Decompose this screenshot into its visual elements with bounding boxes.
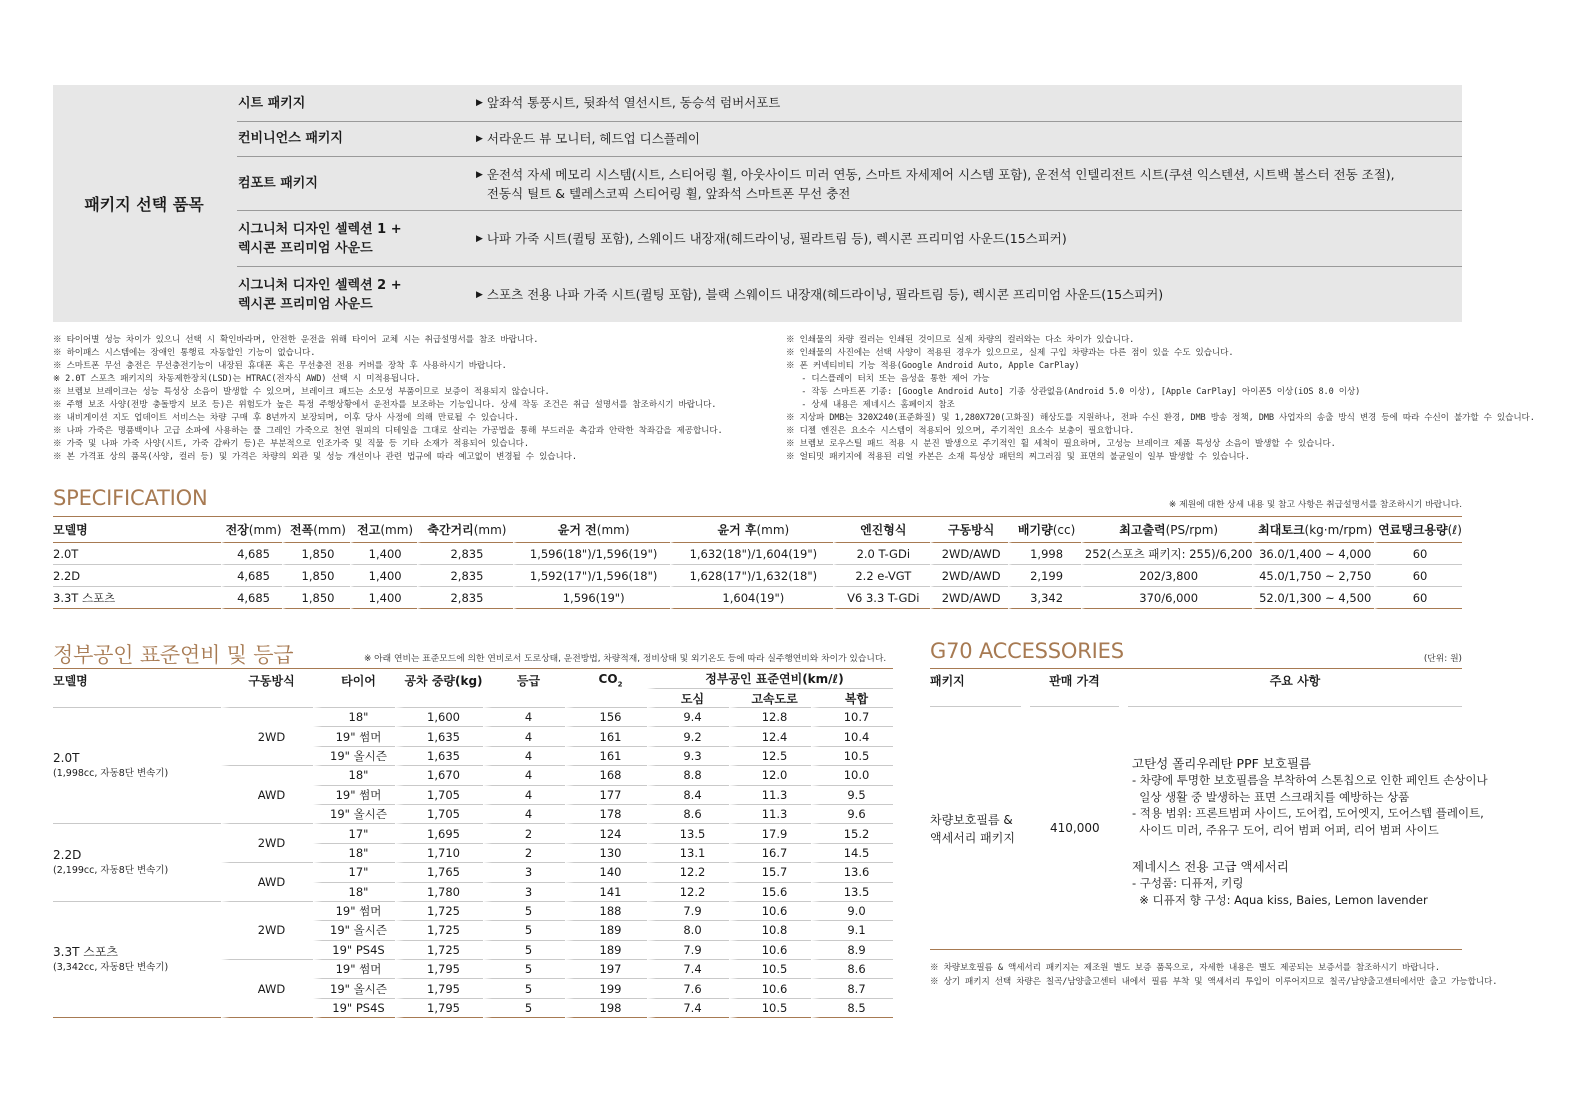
spec-header-cell [1081, 517, 1253, 543]
fuel-cell: 18" [313, 708, 395, 727]
fuel-model-cell [53, 824, 221, 902]
spec-header-cell [350, 517, 417, 543]
spec-header-unit: (PS/rpm) [1165, 523, 1219, 537]
fuel-cell: 5 [483, 902, 565, 921]
fuel-cell: 168 [565, 766, 647, 785]
spec-header-unit: (cc) [1052, 523, 1076, 537]
fuel-cell: 19" 올시즌 [313, 805, 395, 824]
fuel-drive-cell: 2WD [221, 824, 313, 863]
fuel-header-tire: 타이어 [313, 669, 395, 708]
spec-table [53, 517, 1462, 609]
fuel-cell: 1,780 [395, 883, 483, 902]
fuel-cell: 7.4 [647, 999, 729, 1018]
accessories-notes: ※ 차량보호필름 & 액세서리 패키지는 제조원 별도 보증 품목으로, 자세한 내용은 별도 제공되는 보증서를 참조하시기 바랍니다. ※ 상기 패키지 선택 차량은 칠곡/남양출고센터 내에서 필름 부착 및 액세서리 투입이 이루어지므로 칠곡/남양출고센터에서만 출고 가능합니다. [930, 963, 1498, 987]
spec-header-label: 최고출력 [1119, 523, 1166, 537]
spec-header-label: 전폭 [290, 523, 314, 537]
spec-cell: 1,400 [350, 587, 417, 609]
fuel-cell: 9.1 [811, 921, 893, 940]
fuel-cell: 10.6 [729, 902, 811, 921]
package-name: 컴포트 패키지 [238, 176, 318, 191]
fuel-cell: 13.5 [811, 883, 893, 902]
acc-package-name: 차량보호필름 & 액세서리 패키지 [930, 813, 1015, 845]
fuel-header-row-1 [53, 669, 893, 689]
fuel-cell: 4 [483, 786, 565, 805]
fuel-cell: 197 [565, 960, 647, 979]
package-desc-text: 운전석 자세 메모리 시스템(시트, 스티어링 휠, 아웃사이드 미러 연동, 스마트 자세제어 시스템 포함), 운전석 인텔리전트 시트(쿠션 익스텐션, 시트백 볼스터 전동 조절), 전동식 틸트 & 텔레스코픽 스티어링 휠, 앞좌석 스마트폰 무선 충전 [486, 166, 1395, 201]
fuel-row [53, 708, 893, 727]
package-name: 시그니처 디자인 셀렉션 2 + 렉시콘 프리미엄 사운드 [238, 277, 402, 312]
package-desc-text: 앞좌석 통풍시트, 뒷좌석 열선시트, 동승석 럼버서포트 [486, 95, 781, 110]
spec-header-cell [1374, 517, 1462, 543]
spec-cell: 1,850 [282, 543, 349, 565]
fuel-cell: 12.5 [729, 747, 811, 766]
fuel-cell: 140 [565, 863, 647, 882]
package-name: 시그니처 디자인 셀렉션 1 + 렉시콘 프리미엄 사운드 [238, 221, 402, 256]
package-desc [476, 229, 1067, 249]
triangle-bullet-icon: ▶ [476, 289, 483, 300]
fuel-cell: 8.5 [811, 999, 893, 1018]
fuel-cell: 161 [565, 747, 647, 766]
spec-header-row [53, 517, 1462, 543]
fuel-cell: 9.3 [647, 747, 729, 766]
spec-cell: 1,632(18")/1,604(19") [670, 543, 832, 565]
spec-cell: 1,628(17")/1,632(18") [670, 565, 832, 587]
spec-cell: 1,998 [1008, 543, 1081, 565]
fuel-cell: 19" PS4S [313, 941, 395, 960]
fuel-model-name: 2.2D [53, 847, 82, 862]
spec-cell: 1,400 [350, 565, 417, 587]
spec-cell: 3.3T 스포츠 [53, 587, 221, 609]
fuel-cell: 9.5 [811, 786, 893, 805]
spec-cell: 2WD/AWD [930, 543, 1008, 565]
spec-cell: 2,835 [417, 543, 513, 565]
fuel-row [53, 824, 893, 843]
spec-cell: 1,850 [282, 587, 349, 609]
fuel-cell: 10.5 [729, 999, 811, 1018]
fuel-cell: 5 [483, 941, 565, 960]
spec-cell: 2WD/AWD [930, 587, 1008, 609]
package-row-signature-1 [237, 211, 1462, 267]
spec-header-unit: (mm) [380, 523, 414, 537]
spec-cell: 4,685 [221, 587, 283, 609]
triangle-bullet-icon: ▶ [476, 98, 483, 108]
fuel-drive-cell: 2WD [221, 708, 313, 766]
fuel-cell: 1,725 [395, 921, 483, 940]
fuel-cell: 12.8 [729, 708, 811, 727]
accessories-table [930, 668, 1488, 950]
fuel-cell: 10.5 [729, 960, 811, 979]
fuel-cell: 189 [565, 921, 647, 940]
fuel-cell: 12.0 [729, 766, 811, 785]
fuel-cell: 4 [483, 766, 565, 785]
spec-cell: 52.0/1,300 ~ 4,500 [1252, 587, 1374, 609]
fuel-cell: 156 [565, 708, 647, 727]
fuel-cell: 1,725 [395, 902, 483, 921]
fuel-cell: 18" [313, 883, 395, 902]
fuel-cell: 10.6 [729, 979, 811, 998]
package-row-comfort [237, 157, 1462, 211]
fuel-cell: 10.5 [811, 747, 893, 766]
spec-header-cell [930, 517, 1008, 543]
spec-header-cell [670, 517, 832, 543]
fuel-drive-cell: 2WD [221, 902, 313, 960]
fuel-cell: 19" 썸머 [313, 902, 395, 921]
spec-cell: 60 [1374, 565, 1462, 587]
spec-header-label: 축간거리 [427, 523, 474, 537]
fuel-model-spec: (1,998cc, 자동8단 변속기) [53, 767, 169, 779]
fuel-cell: 11.3 [729, 786, 811, 805]
fuel-cell: 7.9 [647, 902, 729, 921]
spec-title: SPECIFICATION [53, 486, 208, 510]
fuel-cell: 17" [313, 824, 395, 843]
fuel-cell: 12.4 [729, 727, 811, 746]
fuel-cell: 17" [313, 863, 395, 882]
fuel-cell: 18" [313, 766, 395, 785]
fuel-cell: 13.5 [647, 824, 729, 843]
fuel-cell: 9.6 [811, 805, 893, 824]
spec-header-unit: (mm) [756, 523, 790, 537]
spec-cell: 2.2 e-VGT [833, 565, 931, 587]
package-row-signature-2 [237, 267, 1462, 322]
spec-header-cell [1008, 517, 1081, 543]
spec-header-unit: (kg·m/rpm) [1304, 523, 1373, 537]
acc-item2-lines: - 구성품: 디퓨저, 키링 ※ 디퓨저 향 구성: Aqua kiss, Baies, Lemon lavender [1132, 876, 1428, 907]
spec-cell: 1,604(19") [670, 587, 832, 609]
fuel-model-name: 2.0T [53, 750, 80, 765]
package-row-seat [237, 85, 1462, 122]
fuel-cell: 141 [565, 883, 647, 902]
spec-cell: V6 3.3 T-GDi [833, 587, 931, 609]
fuel-cell: 1,765 [395, 863, 483, 882]
spec-row [53, 587, 1462, 609]
fuel-cell: 7.9 [647, 941, 729, 960]
acc-header-package: 패키지 [930, 672, 1021, 707]
fuel-cell: 1,725 [395, 941, 483, 960]
fuel-cell: 8.9 [811, 941, 893, 960]
fuel-header-weight: 공차 중량(kg) [395, 669, 483, 708]
package-desc [476, 93, 780, 113]
acc-header-details: 주요 사항 [1128, 672, 1462, 707]
fuel-cell: 10.8 [729, 921, 811, 940]
fuel-cell: 11.3 [729, 805, 811, 824]
acc-item1-title: 고탄성 폴리우레탄 PPF 보호필름 [1132, 756, 1312, 771]
fuel-cell: 2 [483, 824, 565, 843]
spec-header-label: 전고 [357, 523, 381, 537]
fuel-cell: 188 [565, 902, 647, 921]
acc-header-gap [1119, 672, 1128, 706]
spec-header-label: 구동방식 [947, 523, 995, 537]
fuel-cell: 7.6 [647, 979, 729, 998]
fuel-model-spec: (3,342cc, 자동8단 변속기) [53, 961, 169, 973]
fuel-model-spec: (2,199cc, 자동8단 변속기) [53, 864, 169, 876]
fuel-cell: 7.4 [647, 960, 729, 979]
spec-table-wrap [53, 516, 1462, 609]
fuel-cell: 9.0 [811, 902, 893, 921]
package-desc [476, 129, 700, 149]
accessories-title: G70 ACCESSORIES [930, 639, 1124, 663]
spec-cell: 60 [1374, 587, 1462, 609]
notes-right: ※ 인쇄물의 차량 컬러는 인쇄된 것이므로 실제 차량의 컬러와는 다소 차이가 있습니다. ※ 인쇄물의 사진에는 선택 사양이 적용된 경우가 있으므로, 실제 구입 차량과는 다른 점이 있을 수도 있습니다. ※ 폰 커넥티비티 기능 적용(Google Android Auto, Apple CarPlay) - 디스플레이 터치 또는 음성을 통한 제어 가능 - 작동 스마트폰 기종: [Google Android Auto] 기종 상관없음(Android 5.0 이상), [Apple CarPlay] 아이폰5 이상(iOS 8.0 이상) - 상세 내용은 제네시스 홈페이지 참조 ※ 지상파 DMB는 320X240(표준화질) 및 1,280X720(고화질) 해상도를 지원하나, 전파 수신 환경, DMB 방송 정책, DMB 사업자의 송출 방식 변경 등에 따라 수신이 불가할 수 있습니다. ※ 디젤 엔진은 요소수 시스템이 적용되어 있으며, 주기적인 요소수 보충이 필요합니다. ※ 브렘보 로우스틸 패드 적용 시 분진 발생으로 주기적인 휠 세척이 필요하며, 고성능 브레이크 제품 특성상 소음이 발생할 수 있습니다. ※ 얼티밋 패키지에 적용된 리얼 카본은 소재 특성상 패턴의 찌그러짐 및 표면의 불균일이 일부 발생할 수 있습니다. [786, 335, 1535, 462]
fuel-cell: 3 [483, 863, 565, 882]
acc-price: 410,000 [1050, 821, 1100, 835]
package-options-box [53, 85, 1462, 322]
spec-cell: 1,850 [282, 565, 349, 587]
fuel-cell: 4 [483, 747, 565, 766]
spec-cell: 370/6,000 [1081, 587, 1253, 609]
co2-label: CO [598, 672, 618, 686]
fuel-cell: 14.5 [811, 844, 893, 863]
spec-cell: 4,685 [221, 565, 283, 587]
fuel-model-name: 3.3T 스포츠 [53, 944, 119, 959]
fuel-cell: 9.4 [647, 708, 729, 727]
spec-header-unit: (mm) [596, 523, 630, 537]
fuel-body [53, 708, 893, 1018]
accessories-unit: (단위: 원) [1423, 654, 1462, 664]
fuel-cell: 19" 올시즌 [313, 747, 395, 766]
acc-item1-lines: - 차량에 투명한 보호필름을 부착하여 스톤칩으로 인한 페인트 손상이나 일상 생활 중 발생하는 표면 스크래치를 예방하는 상품 - 적용 범위: 프론트범퍼 사이드, 도어컵, 도어엣지, 도어스텝 플레이트, 사이드 미러, 주유구 도어, 리어 범퍼 어퍼, 리어 범퍼 사이드 [1132, 773, 1488, 837]
spec-header-cell [221, 517, 283, 543]
fuel-drive-cell: AWD [221, 863, 313, 902]
accessories-body [930, 709, 1488, 950]
fuel-cell: 19" 썸머 [313, 786, 395, 805]
fuel-cell: 5 [483, 921, 565, 940]
fuel-cell: 161 [565, 727, 647, 746]
spec-cell: 252(스포츠 패키지: 255)/6,200 [1081, 543, 1253, 565]
fuel-cell: 16.7 [729, 844, 811, 863]
fuel-cell: 5 [483, 960, 565, 979]
fuel-cell: 10.4 [811, 727, 893, 746]
fuel-cell: 19" PS4S [313, 999, 395, 1018]
fuel-table [53, 669, 893, 1018]
spec-header-label: 연료탱크용량 [1378, 523, 1448, 537]
spec-row [53, 565, 1462, 587]
fuel-cell: 198 [565, 999, 647, 1018]
fuel-cell: 8.8 [647, 766, 729, 785]
fuel-cell: 1,635 [395, 747, 483, 766]
fuel-cell: 10.7 [811, 708, 893, 727]
fuel-cell: 10.0 [811, 766, 893, 785]
fuel-cell: 177 [565, 786, 647, 805]
spec-cell: 2,835 [417, 587, 513, 609]
fuel-model-cell [53, 902, 221, 1018]
spec-cell: 60 [1374, 543, 1462, 565]
spec-header-label: 최대토크 [1258, 523, 1305, 537]
fuel-cell: 8.6 [647, 805, 729, 824]
fuel-cell: 189 [565, 941, 647, 960]
spec-header-label: 배기량 [1017, 523, 1053, 537]
fuel-table-wrap [53, 668, 893, 1018]
triangle-bullet-icon: ▶ [476, 233, 483, 244]
fuel-header-co2 [565, 669, 647, 708]
fuel-cell: 1,795 [395, 960, 483, 979]
spec-header-unit: (mm) [248, 523, 282, 537]
spec-cell: 3,342 [1008, 587, 1081, 609]
fuel-cell: 130 [565, 844, 647, 863]
package-name: 컨비니언스 패키지 [238, 131, 343, 146]
fuel-cell: 199 [565, 979, 647, 998]
fuel-cell: 19" 썸머 [313, 727, 395, 746]
triangle-bullet-icon: ▶ [476, 169, 483, 180]
spec-note: ※ 제원에 대한 상세 내용 및 참고 사항은 취급설명서를 참조하시기 바랍니다. [1168, 500, 1462, 510]
fuel-header-efficiency: 정부공인 표준연비(km/ℓ) [647, 669, 893, 689]
package-desc-text: 나파 가죽 시트(퀼팅 포함), 스웨이드 내장재(헤드라이닝, 필라트림 등), 렉시콘 프리미엄 사운드(15스피커) [486, 230, 1067, 246]
fuel-cell: 1,670 [395, 766, 483, 785]
fuel-cell: 13.6 [811, 863, 893, 882]
fuel-cell: 19" 올시즌 [313, 979, 395, 998]
fuel-drive-cell: AWD [221, 766, 313, 824]
spec-header-label: 모델명 [53, 523, 88, 537]
spec-header-unit: (mm) [313, 523, 346, 537]
fuel-cell: 124 [565, 824, 647, 843]
fuel-drive-cell: AWD [221, 960, 313, 1018]
acc-header-gap [1021, 672, 1030, 706]
spec-cell: 36.0/1,400 ~ 4,000 [1252, 543, 1374, 565]
fuel-cell: 4 [483, 727, 565, 746]
spec-cell: 2.0 T-GDi [833, 543, 931, 565]
fuel-note: ※ 아래 연비는 표준모드에 의한 연비로서 도로상태, 운전방법, 차량적재, 정비상태 및 외기온도 등에 따라 실주행연비와 차이가 있습니다. [364, 654, 887, 664]
spec-cell: 4,685 [221, 543, 283, 565]
spec-body [53, 543, 1462, 609]
spec-header-cell [53, 517, 221, 543]
fuel-cell: 4 [483, 805, 565, 824]
fuel-cell: 8.6 [811, 960, 893, 979]
spec-cell: 1,596(19") [513, 587, 670, 609]
spec-cell: 2.2D [53, 565, 221, 587]
fuel-cell: 1,705 [395, 786, 483, 805]
fuel-cell: 15.7 [729, 863, 811, 882]
fuel-cell: 2 [483, 844, 565, 863]
fuel-header-combined: 복합 [811, 689, 893, 708]
fuel-cell: 1,710 [395, 844, 483, 863]
package-desc-text: 스포츠 전용 나파 가죽 시트(퀼팅 포함), 블랙 스웨이드 내장재(헤드라이닝, 필라트림 등), 렉시콘 프리미엄 사운드(15스피커) [486, 286, 1164, 302]
spec-header-unit: (mm) [473, 523, 507, 537]
fuel-cell: 8.0 [647, 921, 729, 940]
fuel-cell: 9.2 [647, 727, 729, 746]
fuel-cell: 5 [483, 999, 565, 1018]
accessories-header-row [930, 669, 1462, 709]
triangle-bullet-icon: ▶ [476, 133, 483, 144]
fuel-cell: 1,705 [395, 805, 483, 824]
package-row-convenience [237, 121, 1462, 157]
fuel-cell: 8.4 [647, 786, 729, 805]
fuel-cell: 8.7 [811, 979, 893, 998]
fuel-header-city: 도심 [647, 689, 729, 708]
fuel-cell: 15.6 [729, 883, 811, 902]
package-name: 시트 패키지 [238, 95, 306, 111]
package-options-title: 패키지 선택 품목 [84, 195, 204, 214]
fuel-cell: 19" 썸머 [313, 960, 395, 979]
spec-cell: 2,835 [417, 565, 513, 587]
fuel-header-model: 모델명 [53, 669, 221, 708]
fuel-cell: 1,795 [395, 979, 483, 998]
fuel-cell: 3 [483, 883, 565, 902]
spec-cell: 1,596(18")/1,596(19") [513, 543, 670, 565]
spec-cell: 202/3,800 [1081, 565, 1253, 587]
spec-header-cell [1252, 517, 1374, 543]
spec-row [53, 543, 1462, 565]
spec-cell: 2.0T [53, 543, 221, 565]
spec-cell: 2,199 [1008, 565, 1081, 587]
notes-left: ※ 타이어별 성능 차이가 있으니 선택 시 확인바라며, 안전한 운전을 위해 타이어 교체 시는 취급설명서를 참조 바랍니다. ※ 하이패스 시스템에는 장애인 통행료 자동할인 기능이 없습니다. ※ 스마트폰 무선 충전은 무선충전기능이 내장된 휴대폰 혹은 무선충전 전용 커버를 장착 후 사용하시기 바랍니다. ※ 2.0T 스포츠 패키지의 차동제한장치(LSD)는 HTRAC(전자식 AWD) 선택 시 미적용됩니다. ※ 브렘보 브레이크는 성능 특성상 소음이 발생할 수 있으며, 브레이크 패드는 소모성 부품이므로 보증이 적용되지 않습니다. ※ 주행 보조 사양(전방 충돌방지 보조 등)은 위험도가 높은 특정 주행상황에서 운전자를 보조하는 기능입니다. 상세 작동 조건은 취급 설명서를 참조하시기 바랍니다. ※ 내비게이션 지도 업데이트 서비스는 차량 구매 후 8년까지 보장되며, 이후 당사 사정에 의해 만료될 수 있습니다. ※ 나파 가죽은 명품백이나 고급 소파에 사용하는 풀 그레인 가죽으로 천연 원피의 디테일을 그대로 살리는 가공법을 통해 부드러운 촉감과 안락한 착좌감을 제공합니다. ※ 가죽 및 나파 가죽 사양(시트, 가죽 감싸기 등)은 부분적으로 인조가죽 및 직물 등 기타 소재가 적용되어 있습니다. ※ 본 가격표 상의 품목(사양, 컬러 등) 및 가격은 차량의 외관 및 성능 개선이나 관련 법규에 따라 예고없이 변경될 수 있습니다. [53, 335, 723, 462]
package-desc [476, 285, 1163, 305]
spec-header-cell [513, 517, 670, 543]
fuel-cell: 17.9 [729, 824, 811, 843]
spec-header-cell [282, 517, 349, 543]
spec-header-label: 전장 [225, 523, 249, 537]
fuel-cell: 1,695 [395, 824, 483, 843]
acc-item2-title: 제네시스 전용 고급 액세서리 [1132, 859, 1289, 874]
fuel-cell: 13.1 [647, 844, 729, 863]
fuel-cell: 178 [565, 805, 647, 824]
spec-header-label: 윤거 전 [557, 523, 597, 537]
spec-header-cell [417, 517, 513, 543]
fuel-title: 정부공인 표준연비 및 등급 [53, 643, 294, 667]
spec-cell: 2WD/AWD [930, 565, 1008, 587]
acc-header-price: 판매 가격 [1030, 672, 1119, 707]
fuel-cell: 12.2 [647, 863, 729, 882]
fuel-cell: 5 [483, 979, 565, 998]
fuel-cell: 18" [313, 844, 395, 863]
fuel-row [53, 902, 893, 921]
fuel-cell: 19" 올시즌 [313, 921, 395, 940]
package-desc [476, 165, 1395, 203]
fuel-cell: 1,795 [395, 999, 483, 1018]
spec-header-unit: (ℓ) [1447, 523, 1462, 537]
spec-header-cell [833, 517, 931, 543]
spec-cell: 1,592(17")/1,596(18") [513, 565, 670, 587]
spec-header-label: 윤거 후 [717, 523, 757, 537]
spec-cell: 45.0/1,750 ~ 2,750 [1252, 565, 1374, 587]
fuel-cell: 12.2 [647, 883, 729, 902]
fuel-header-drive: 구동방식 [221, 669, 313, 708]
package-desc-text: 서라운드 뷰 모니터, 헤드업 디스플레이 [486, 130, 700, 146]
fuel-cell: 1,635 [395, 727, 483, 746]
spec-cell: 1,400 [350, 543, 417, 565]
fuel-model-cell [53, 708, 221, 824]
fuel-cell: 1,600 [395, 708, 483, 727]
fuel-cell: 15.2 [811, 824, 893, 843]
fuel-header-grade: 등급 [483, 669, 565, 708]
co2-subscript: 2 [617, 680, 623, 689]
fuel-header-highway: 고속도로 [729, 689, 811, 708]
fuel-cell: 4 [483, 708, 565, 727]
fuel-cell: 10.6 [729, 941, 811, 960]
spec-header-label: 엔진형식 [860, 523, 907, 537]
